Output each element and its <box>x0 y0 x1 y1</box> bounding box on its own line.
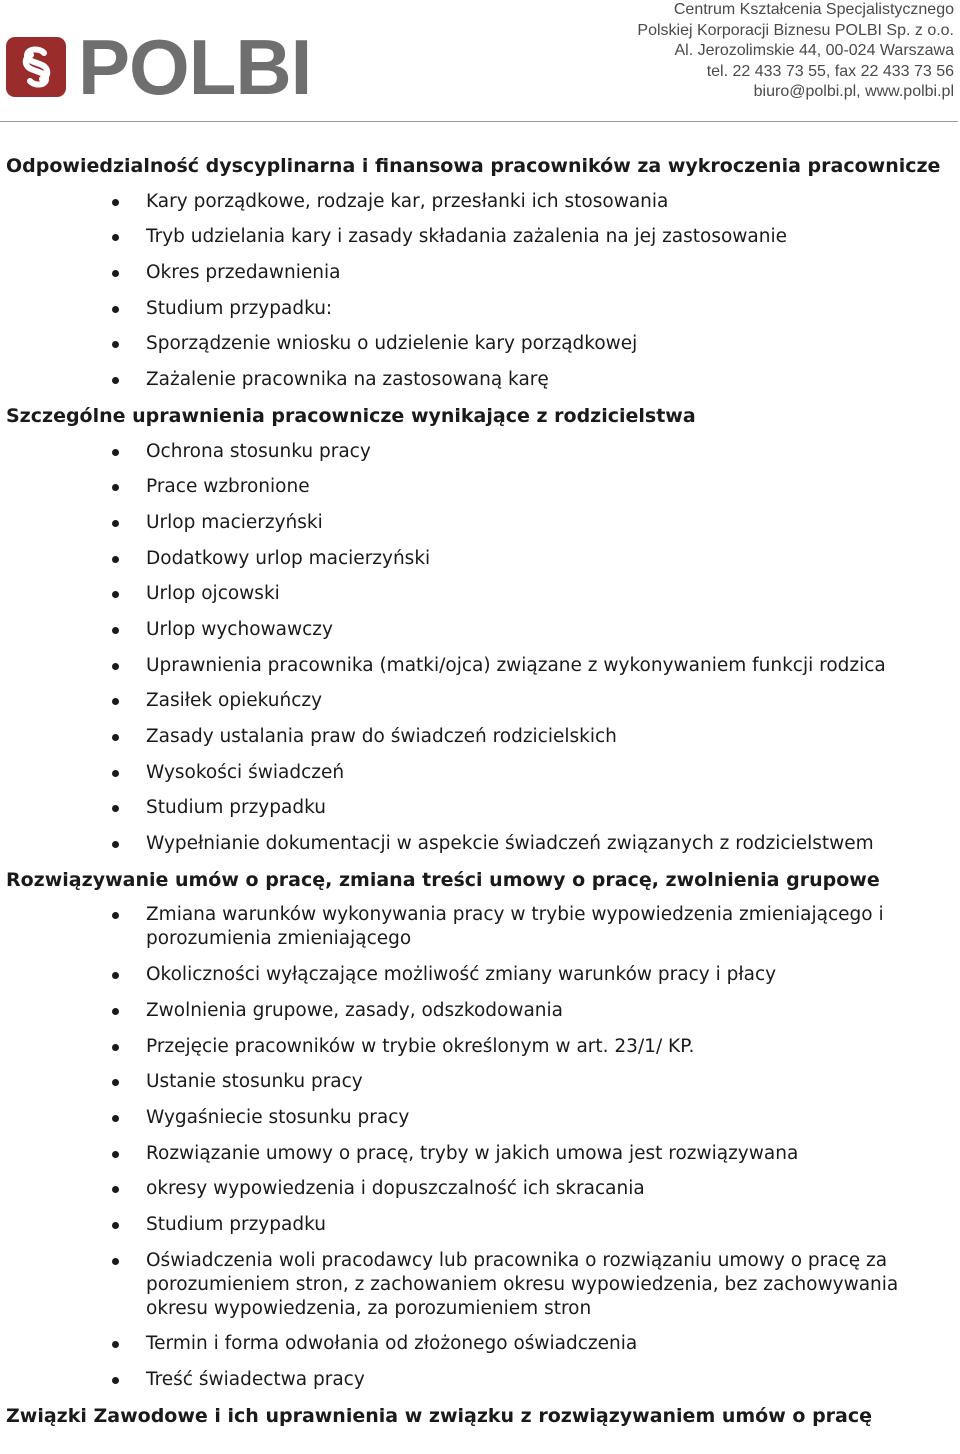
contact-line-company: Polskiej Korporacji Biznesu POLBI Sp. z o.o. <box>637 21 954 39</box>
bullet-icon <box>112 556 119 563</box>
contact-line-address: Al. Jerozolimskie 44, 00-024 Warszawa <box>674 42 954 60</box>
bullet-list <box>0 440 960 857</box>
list-item <box>0 190 960 214</box>
bullet-icon <box>112 805 119 812</box>
list-item-text: Zasiłek opiekuńczy <box>146 690 323 712</box>
contact-line-phone: tel. 22 433 73 55, fax 22 433 73 56 <box>706 62 954 80</box>
list-item <box>0 297 960 321</box>
bullet-icon <box>112 770 119 777</box>
polbi-logo <box>6 23 312 111</box>
list-item-text: Tryb udzielania kary i zasady składania zażalenia na jej zastosowanie <box>146 226 788 248</box>
section-heading: Szczególne uprawnienia pracownicze wynikające z rodzicielstwa <box>6 404 696 427</box>
bullet-icon <box>112 1186 119 1193</box>
contact-line-org: Centrum Kształcenia Specjalistycznego <box>673 1 954 18</box>
list-item <box>0 225 960 249</box>
bullet-icon <box>112 1222 119 1229</box>
list-item-text: Oświadczenia woli pracodawcy lub pracownika o rozwiązaniu umowy o pracę za porozumieniem stron, z zachowaniem okresu wypowiedzenia, bez zachowywania okresu wypowiedzenia, za porozumieniem stron <box>146 1249 899 1319</box>
section-spacer <box>0 392 960 404</box>
page-header <box>0 0 960 122</box>
bullet-icon <box>112 1115 119 1122</box>
list-item-text: Okoliczności wyłączające możliwość zmiany warunków pracy i płacy <box>146 964 777 986</box>
bullet-icon <box>112 1377 119 1384</box>
list-item-text: Treść świadectwa pracy <box>146 1369 365 1390</box>
bullet-icon <box>112 1079 119 1086</box>
bullet-icon <box>112 591 119 598</box>
list-item-text: Urlop wychowawczy <box>146 618 333 640</box>
list-item-text: Zwolnienia grupowe, zasady, odszkodowania <box>146 999 563 1021</box>
list-item-text: Studium przypadku <box>146 797 326 819</box>
bullet-icon <box>112 1341 119 1348</box>
list-item-text: okresy wypowiedzenia i dopuszczalność ich skracania <box>146 1178 645 1200</box>
list-item-text: Ochrona stosunku pracy <box>146 440 371 462</box>
list-item <box>0 440 960 464</box>
list-item-text: Urlop macierzyński <box>146 511 323 533</box>
bullet-icon <box>112 1044 119 1051</box>
bullet-icon <box>112 1008 119 1015</box>
list-item <box>0 1332 960 1356</box>
list-item-text: Studium przypadku: <box>146 297 333 319</box>
bullet-icon <box>112 912 119 919</box>
document-body <box>0 154 960 1428</box>
list-item-text: Zasady ustalania praw do świadczeń rodzicielskich <box>146 726 617 747</box>
bullet-icon <box>112 972 119 979</box>
list-item <box>0 725 960 749</box>
list-item <box>0 1249 960 1321</box>
list-item <box>0 761 960 785</box>
section-heading: Rozwiązywanie umów o pracę, zmiana treści umowy o pracę, zwolnienia grupowe <box>6 868 880 891</box>
bullet-icon <box>112 199 119 206</box>
list-item-text: Sporządzenie wniosku o udzielenie kary porządkowej <box>146 333 638 355</box>
bullet-icon <box>112 234 119 241</box>
list-item <box>0 511 960 535</box>
list-item-text: Wysokości świadczeń <box>146 761 345 783</box>
list-item <box>0 1142 960 1166</box>
list-item-text: Dodatkowy urlop macierzyński <box>146 547 431 569</box>
bullet-icon <box>112 734 119 741</box>
list-item <box>0 1035 960 1059</box>
section-heading: Związki Zawodowe i ich uprawnienia w związku z rozwiązywaniem umów o pracę <box>6 1404 873 1427</box>
list-item <box>0 582 960 606</box>
bullet-icon <box>112 341 119 348</box>
bullet-icon <box>112 1151 119 1158</box>
section-heading: Odpowiedzialność dyscyplinarna i finansowa pracowników za wykroczenia pracownicze <box>6 155 941 177</box>
list-item <box>0 261 960 285</box>
contact-block <box>637 0 954 103</box>
list-item <box>0 475 960 499</box>
bullet-icon <box>112 1258 119 1265</box>
bullet-icon <box>112 663 119 670</box>
list-item-text: Zażalenie pracownika na zastosowaną karę <box>146 369 549 391</box>
list-item-text: Wygaśniecie stosunku pracy <box>146 1106 410 1128</box>
list-item <box>0 547 960 571</box>
list-item-text: Okres przedawnienia <box>146 262 341 284</box>
list-item-text: Wypełnianie dokumentacji w aspekcie świadczeń związanych z rodzicielstwem <box>146 833 874 855</box>
bullet-icon <box>112 270 119 277</box>
list-item-text: Urlop ojcowski <box>146 583 280 605</box>
list-item <box>0 689 960 713</box>
bullet-icon <box>112 520 119 527</box>
list-item <box>0 796 960 820</box>
list-item <box>0 999 960 1023</box>
list-item <box>0 963 960 987</box>
section-sign-logo-icon <box>6 37 66 97</box>
list-item <box>0 654 960 678</box>
list-item <box>0 1106 960 1130</box>
bullet-list <box>0 190 960 392</box>
list-item <box>0 618 960 642</box>
bullet-list <box>0 903 960 1392</box>
list-item-text: Zmiana warunków wykonywania pracy w trybie wypowiedzenia zmieniającego i porozumienia zmieniającego <box>146 904 884 950</box>
bullet-icon <box>112 698 119 705</box>
list-item <box>0 903 960 951</box>
bullet-icon <box>112 306 119 313</box>
bullet-icon <box>112 484 119 491</box>
list-item <box>0 1070 960 1094</box>
list-item-text: Studium przypadku <box>146 1213 326 1235</box>
list-item-text: Rozwiązanie umowy o pracę, tryby w jakich umowa jest rozwiązywana <box>146 1142 799 1164</box>
bullet-icon <box>112 627 119 634</box>
list-item <box>0 368 960 392</box>
list-item-text: Prace wzbronione <box>146 476 310 498</box>
list-item <box>0 1213 960 1237</box>
section-spacer <box>0 856 960 868</box>
list-item <box>0 832 960 856</box>
list-item <box>0 332 960 356</box>
list-item-text: Ustanie stosunku pracy <box>146 1071 363 1093</box>
header-divider <box>0 121 958 122</box>
bullet-icon <box>112 841 119 848</box>
bullet-icon <box>112 377 119 384</box>
list-item-text: Termin i forma odwołania od złożonego oświadczenia <box>146 1333 638 1355</box>
list-item-text: Kary porządkowe, rodzaje kar, przesłanki ich stosowania <box>146 190 669 212</box>
list-item-text: Uprawnienia pracownika (matki/ojca) związane z wykonywaniem funkcji rodzica <box>146 654 886 676</box>
logo-wordmark: POLBI <box>78 23 312 111</box>
section-spacer <box>0 1392 960 1404</box>
list-item-text: Przejęcie pracowników w trybie określonym w art. 23/1/ KP. <box>146 1035 695 1057</box>
list-item <box>0 1177 960 1201</box>
list-item <box>0 1368 960 1392</box>
contact-line-email-web[interactable]: biuro@polbi.pl, www.polbi.pl <box>753 83 954 101</box>
bullet-icon <box>112 449 119 456</box>
